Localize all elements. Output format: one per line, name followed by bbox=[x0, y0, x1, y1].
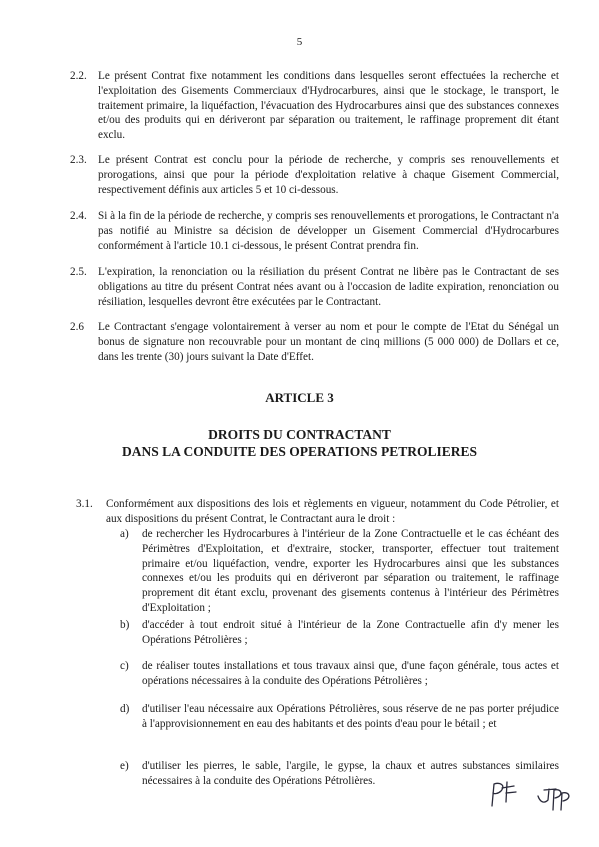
list-item-letter: a) bbox=[120, 528, 129, 540]
list-item-b bbox=[120, 618, 559, 648]
paragraph-2-6 bbox=[70, 320, 559, 364]
handwritten-initials bbox=[480, 776, 590, 814]
paragraph-number: 3.1. bbox=[76, 498, 93, 510]
list-item-text: d'utiliser l'eau nécessaire aux Opérations Pétrolières, sous réserve de ne pas porter préjudice à l'approvisionnement en eau des habitants et des points d'eau pour le bétail ; et bbox=[142, 703, 559, 730]
list-item-text: de rechercher les Hydrocarbures à l'intérieur de la Zone Contractuelle et le cas échéant des Périmètres d'Exploitation, et d'extraire, stocker, transporter, effectuer tout traitement primaire et/ou liquéfaction, vendre, exporter les Hydrocarbures ainsi que les substances connexes et/ou les produits qui en dériveront par séparation ou traitement, le raffinage proprement dit étant exclu, provenant des gisements contenus à l'intérieur des Périmètres d'Exploitation ; bbox=[142, 528, 559, 614]
article-heading bbox=[0, 426, 599, 460]
article-heading-line-1: DROITS DU CONTRACTANT bbox=[208, 427, 391, 442]
paragraph-number: 2.2. bbox=[70, 70, 87, 82]
article-heading-line-2: DANS LA CONDUITE DES OPERATIONS PETROLIERES bbox=[122, 444, 477, 459]
list-item-c bbox=[120, 659, 559, 689]
list-item-letter: c) bbox=[120, 660, 129, 672]
page-number: 5 bbox=[296, 36, 303, 48]
list-item-text: d'accéder à tout endroit situé à l'intérieur de la Zone Contractuelle afin d'y mener les Opérations Pétrolières ; bbox=[142, 619, 559, 646]
initial-jpp-mark bbox=[538, 789, 569, 810]
paragraph-text: Le présent Contrat est conclu pour la période de recherche, y compris ses renouvellements et prorogations, ainsi que pour la période d'exploitation relative à chaque Gisement Commercial, respectivement définis aux articles 5 et 10 ci-dessous. bbox=[98, 154, 559, 196]
paragraph-3-1 bbox=[76, 497, 559, 527]
initial-pf-mark bbox=[492, 782, 516, 806]
paragraph-text: L'expiration, la renonciation ou la résiliation du présent Contrat ne libère pas le Contractant de ses obligations au titre du présent Contrat nées avant ou à l'occasion de ladite expiration, renonciation ou résiliation, lesquelles devront être exécutées par le Contractant. bbox=[98, 266, 559, 308]
paragraph-number: 2.5. bbox=[70, 266, 87, 278]
list-item-letter: b) bbox=[120, 619, 130, 631]
list-item-text: de réaliser toutes installations et tous travaux ainsi que, d'une façon générale, tous actes et opérations nécessaires à la conduite des Opérations Pétrolières ; bbox=[142, 660, 559, 687]
paragraph-2-5 bbox=[70, 265, 559, 309]
paragraph-2-3 bbox=[70, 153, 559, 197]
paragraph-2-2 bbox=[70, 69, 559, 143]
list-item-letter: e) bbox=[120, 760, 129, 772]
paragraph-text: Conformément aux dispositions des lois et règlements en vigueur, notamment du Code Pétrolier, et aux dispositions du présent Contrat, le Contractant aura le droit : bbox=[106, 498, 559, 525]
list-item-a bbox=[120, 527, 559, 616]
paragraph-text: Le présent Contrat fixe notamment les conditions dans lesquelles seront effectuées la recherche et l'exploitation des Gisements Commerciaux d'Hydrocarbures, ainsi que le stockage, le transport, le traitement primaire, la liquéfaction, l'évacuation des Hydrocarbures ainsi que des substances connexes et/ou des produits qui en dériveront par séparation ou traitement, le raffinage proprement dit étant exclu. bbox=[98, 70, 559, 142]
paragraph-number: 2.6 bbox=[70, 321, 84, 333]
paragraph-number: 2.4. bbox=[70, 210, 87, 222]
list-item-d bbox=[120, 702, 559, 732]
paragraph-2-4 bbox=[70, 209, 559, 253]
paragraph-number: 2.3. bbox=[70, 154, 87, 166]
list-item-text: d'utiliser les pierres, le sable, l'argile, le gypse, la chaux et autres substances similaires nécessaires à la conduite des Opérations Pétrolières. bbox=[142, 760, 559, 787]
list-item-letter: d) bbox=[120, 703, 130, 715]
paragraph-text: Le Contractant s'engage volontairement à verser au nom et pour le compte de l'Etat du Sénégal un bonus de signature non recouvrable pour un montant de cinq millions (5 000 000) de Dollars et ce, dans les trente (30) jours suivant la Date d'Effet. bbox=[98, 321, 559, 363]
article-title: ARTICLE 3 bbox=[265, 390, 334, 405]
paragraph-text: Si à la fin de la période de recherche, y compris ses renouvellements et prorogations, le Contractant n'a pas notifié au Ministre sa décision de développer un Gisement Commercial d'Hydrocarbures conformément à l'article 10.1 ci-dessous, le présent Contrat prendra fin. bbox=[98, 210, 559, 252]
